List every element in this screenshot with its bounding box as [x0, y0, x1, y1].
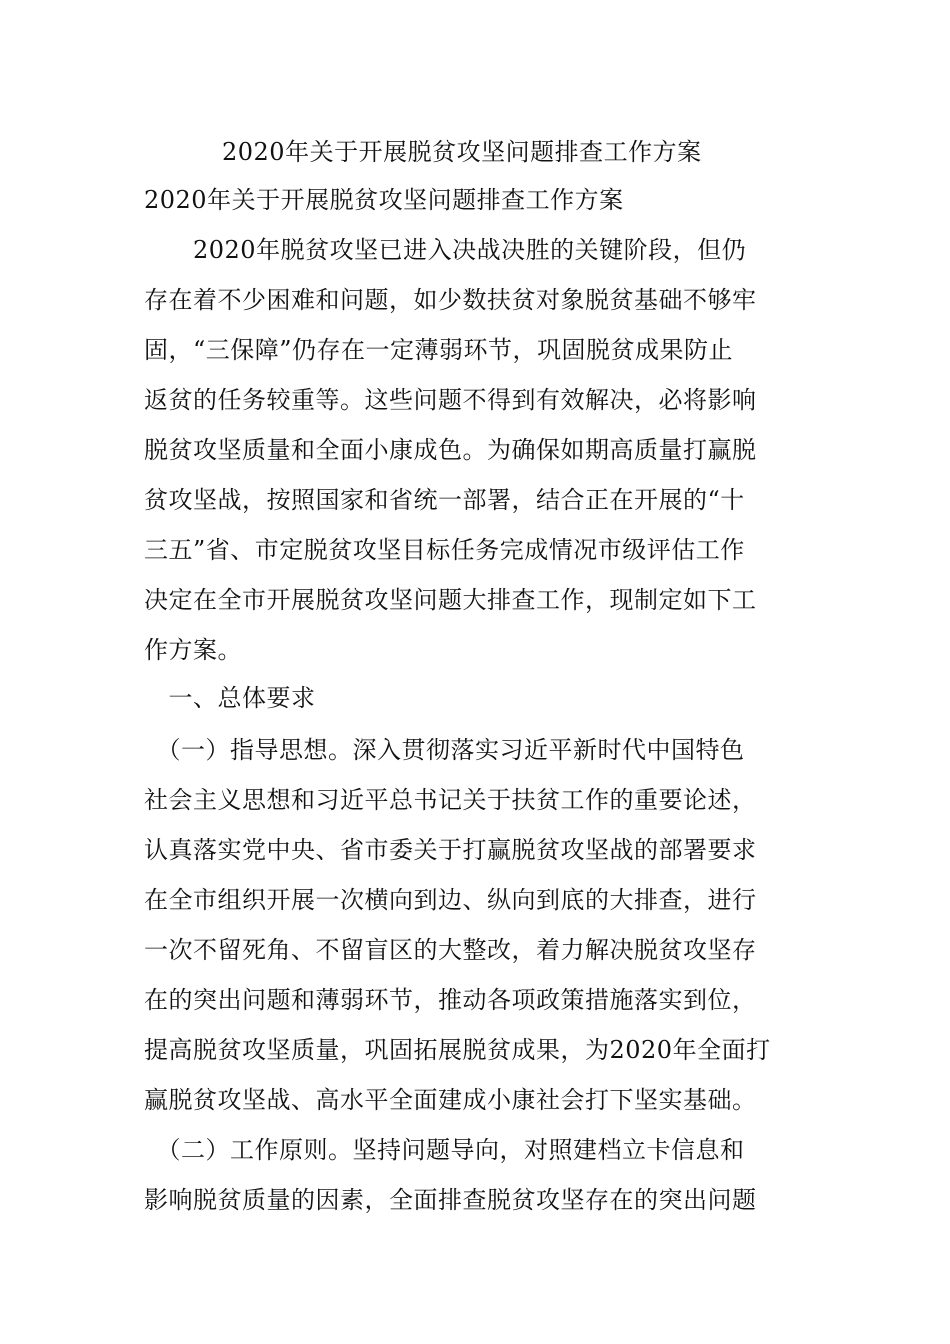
intro-line-6: 贫攻坚战，按照国家和省统一部署，结合正在开展的“十 — [144, 486, 745, 514]
subsection-1-line-3: 认真落实党中央、省市委关于打赢脱贫攻坚战的部署要求 — [144, 836, 757, 864]
document-title-repeat: 2020年关于开展脱贫攻坚问题排查工作方案 — [144, 186, 624, 214]
subsection-1-line-6: 在的突出问题和薄弱环节，推动各项政策措施落实到位， — [144, 986, 757, 1014]
intro-line-4: 返贫的任务较重等。这些问题不得到有效解决，必将影响 — [144, 386, 757, 414]
subsection-1-line-4: 在全市组织开展一次横向到边、纵向到底的大排查，进行 — [144, 886, 757, 914]
intro-line-1: 2020年脱贫攻坚已进入决战决胜的关键阶段，但仍 — [144, 236, 747, 264]
intro-line-3: 固，“三保障”仍存在一定薄弱环节，巩固脱贫成果防止 — [144, 336, 734, 364]
subsection-1-line-8: 赢脱贫攻坚战、高水平全面建成小康社会打下坚实基础。 — [144, 1086, 757, 1114]
subsection-2-line-2: 影响脱贫质量的因素，全面排查脱贫攻坚存在的突出问题 — [144, 1186, 757, 1214]
intro-line-2: 存在着不少困难和问题，如少数扶贫对象脱贫基础不够牢 — [144, 286, 757, 314]
subsection-2-line-1: （二）工作原则。坚持问题导向，对照建档立卡信息和 — [144, 1136, 745, 1164]
section-heading-1: 一、总体要求 — [144, 684, 316, 712]
intro-line-8: 决定在全市开展脱贫攻坚问题大排查工作，现制定如下工 — [144, 586, 757, 614]
document-title: 2020年关于开展脱贫攻坚问题排查工作方案 — [222, 138, 702, 166]
subsection-1-line-5: 一次不留死角、不留盲区的大整改，着力解决脱贫攻坚存 — [144, 936, 757, 964]
subsection-1-line-1: （一）指导思想。深入贯彻落实习近平新时代中国特色 — [144, 736, 745, 764]
intro-line-5: 脱贫攻坚质量和全面小康成色。为确保如期高质量打赢脱 — [144, 436, 757, 464]
intro-line-9: 作方案。 — [144, 636, 242, 664]
subsection-1-line-2: 社会主义思想和习近平总书记关于扶贫工作的重要论述， — [144, 786, 757, 814]
intro-line-7: 三五”省、市定脱贫攻坚目标任务完成情况市级评估工作 — [144, 536, 745, 564]
subsection-1-line-7: 提高脱贫攻坚质量，巩固拓展脱贫成果，为2020年全面打 — [144, 1036, 771, 1064]
